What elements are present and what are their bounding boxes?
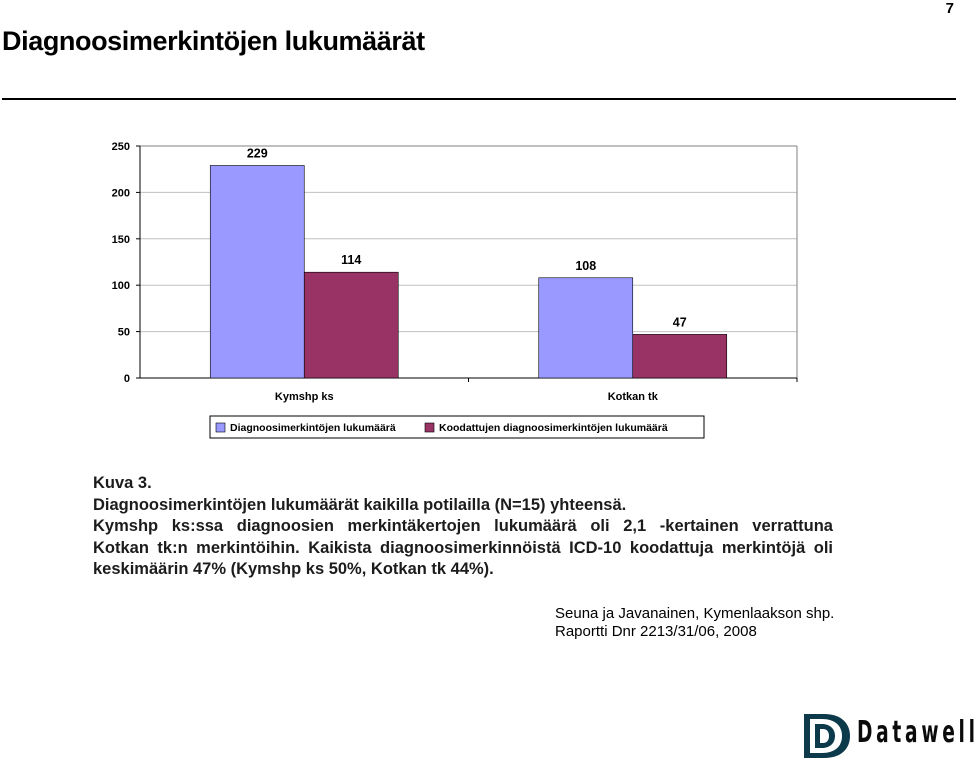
legend-label: Koodattujen diagnoosimerkintöjen lukumäärä: [439, 422, 668, 434]
source-reference: [555, 605, 834, 641]
data-label: 114: [341, 253, 362, 268]
legend-swatch: [216, 423, 225, 432]
legend-label: Diagnoosimerkintöjen lukumäärä: [230, 422, 396, 434]
source-line: Raportti Dnr 2213/31/06, 2008: [555, 623, 757, 640]
page-title: Diagnoosimerkintöjen lukumäärät: [2, 26, 425, 56]
y-tick-label: 0: [123, 373, 130, 385]
figure-caption: [93, 473, 833, 581]
bar: [210, 165, 304, 378]
bar: [304, 272, 398, 378]
x-tick-label: Kymshp ks: [274, 391, 334, 403]
caption-figure-number: Kuva 3.: [93, 474, 152, 492]
caption-line: Diagnoosimerkintöjen lukumäärät kaikilla potilailla (N=15) yhteensä.: [93, 495, 627, 514]
y-tick-label: 50: [117, 326, 130, 339]
caption-line: keskimäärin 47% (Kymshp ks 50%, Kotkan tk 44%).: [93, 560, 494, 578]
y-tick-label: 100: [111, 280, 130, 293]
bars: [210, 165, 727, 378]
legend: [210, 416, 704, 438]
source-line: Seuna ja Javanainen, Kymenlaakson shp.: [555, 605, 835, 622]
bar: [633, 334, 727, 378]
legend-swatch: [425, 423, 434, 432]
caption-line: Kotkan tk:n merkintöihin. Kaikista diagnoosimerkinnöistä ICD-10 koodattuja merkintöjä oli: [93, 538, 833, 557]
data-label: 108: [575, 258, 597, 273]
logo-d-mark-icon: [800, 712, 852, 759]
datawell-logo: [800, 712, 979, 759]
y-tick-label: 200: [111, 187, 130, 200]
caption-line: Kymshp ks:ssa diagnoosien merkintäkertojen lukumäärä oli 2,1 -kertainen verrattuna: [93, 517, 833, 535]
data-label: 47: [672, 315, 687, 330]
logo-text: Datawell: [857, 715, 979, 750]
y-tick-label: 150: [111, 233, 130, 246]
data-label: 229: [246, 146, 268, 161]
x-tick-label: Kotkan tk: [607, 391, 658, 403]
bar: [539, 278, 633, 378]
y-tick-label: 250: [111, 141, 130, 153]
page-number: 7: [945, 0, 954, 17]
